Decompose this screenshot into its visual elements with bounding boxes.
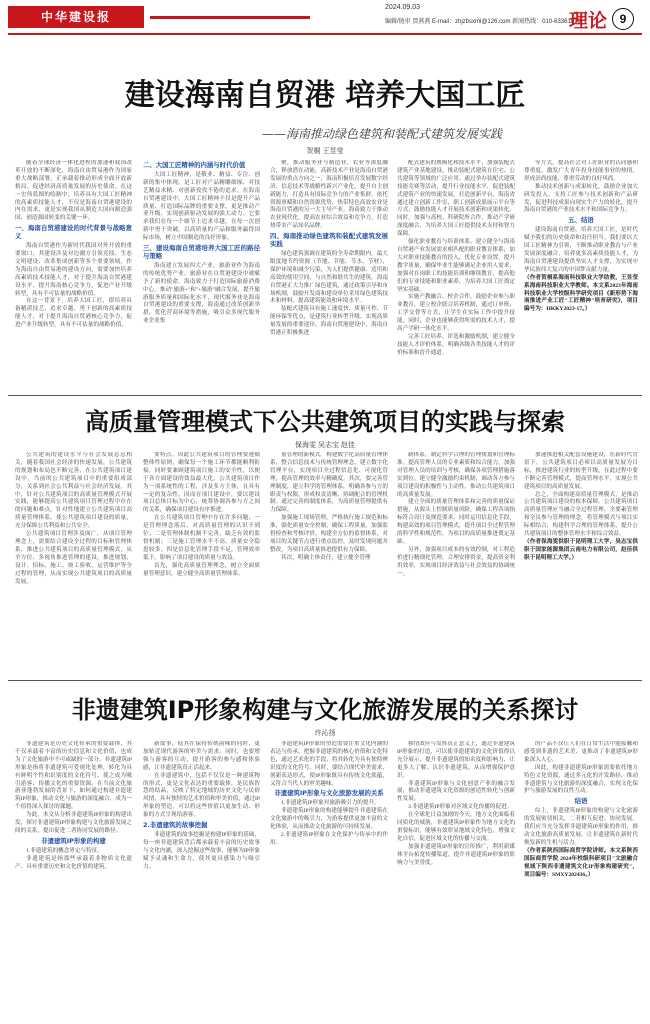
body-paragraph: 实施产教融合、校企合作，鼓励企业参与职业教育，建立校企联合培养机制，通过订单班、工学交替等方式，让学生在实际工作中提升技能，同时，企业也能够获得所需的技术人才，提高产学研一体化水平。	[397, 294, 515, 333]
body-paragraph: 新故事，使其在保持传统韵味的同时，更加贴近现代游客的审美与需求。同时，也要增强与游客的互动，提升游客的参与感和体验感，让非遗建筑真正活起来。	[143, 741, 260, 771]
body-paragraph: 海南建立发展四大产业，旅游业作为海南的传统优势产业，旅游业在自贸港建设中被赋予了新的使命。海南致力于打造国际旅游消费中心，推动"旅游+"和"+旅游"融合发展，提升旅游服务质量和国际化水平，现代服务业是海南自贸港建设的重要支撑，海南通过改革创新举措，优化营商环境等措施，吸引众多现代服务业企业集	[143, 262, 260, 325]
body-paragraph: 在全球化日益加剧的今天，地方文化面临着同质化的威胁，非遗建筑IP形象作为地方文化的重要标识，能够有效彰显地域文化特色，增强文化自信，促进区域文化的传播与交流。	[397, 812, 515, 842]
article1-col5	[524, 160, 638, 390]
body-paragraph: 综上，非遗建筑IP形象的构建与文化旅游的发展密切相关，二者相互促进、协同发展。我们应当充分发挥非遗建筑IP形象的作用，推动文化旅游高质量发展，让非遗建筑在新时代焕发新的生机与活力。	[524, 808, 638, 846]
section-label: 理论	[569, 10, 608, 32]
body-paragraph: 非遗建筑是指那些承载着非物质文化遗产、具有重要历史和文化价值的建筑。	[15, 855, 132, 870]
body-paragraph: 要特点。因此公共建筑项目的管理要遵循整体性原则，确保每一个施工环节都能顺利衔接，同时要兼顾建筑项目施工的安全性，以便于各方面建设的效益最大化。公共建筑项目作为一项系统性的工程，涉及多方主体，且具有一定的复杂性，因而在项目建设中，要以建设项目总体目标为中心，统筹协调各参与方之间的关系，确保项目建设有序推进。	[143, 452, 260, 514]
article2-title: 高质量管理模式下公共建筑项目的实践与探索	[85, 408, 565, 436]
section-heading: 一、海南自贸港建设的时代背景与战略意义	[15, 224, 132, 241]
newspaper-logo: 中华建设报	[8, 6, 144, 28]
article2-author: 保海雯 吴志宝 赵佳	[295, 442, 355, 449]
body-paragraph: 非遗建筑IP形象的塑造需要注重文化内涵的表达与传承，把握非遗建筑的核心价值和文化特色，通过艺术化的手段，将其转化为具有独特辨识度的文化符号。同时，要结合现代审美需求，创新表达形式，使IP形象既具有传统文化底蕴，又符合当代人的审美趣味。	[270, 741, 388, 787]
author-note: （作者贺桐系海南科技职业大学助教，王昱莹系海南科技职业大学教师。本文系2023年海南科技职业大学校级科学研究项目《新形势下海南推进产业工匠"工匠精神"培育研究》，项目编号为：HKKY2023-17。）	[524, 274, 638, 313]
article1-col2	[143, 160, 260, 390]
section-heading: 五、结语	[568, 216, 594, 225]
article3-col3	[270, 741, 388, 1017]
body-paragraph: 量管理的新模式。构建数字化高质量管理体系，整合信息技术与传统管理理念，建立数字化管理平台，实现项目全过程信息化、可视化管理，提高管理的效率与精确度。其次，要完善管理制度，建立科学的管理体系，明确各参与方的职责与权限，形成权责清晰、协调配合的管理机制。通过完善的制度体系，为高质量管理提供有力保障。	[270, 452, 388, 514]
article2-col5	[524, 452, 638, 674]
body-paragraph: 1.非遗建筑IP形象对旅游吸引力的提升。	[281, 800, 380, 807]
body-paragraph: 非遗建筑是历史文化传承的重要载体，其不仅承载着丰富的历史信息和文化价值，也成为了文化旅游中不可或缺的一部分。非遗建筑IP形象是指将非遗建筑可爱视化处理，转化为具有鲜明个性和识别度的文化符号，使之成为吸引游客、传播文化的重要资源。在当前文化旅游业蓬勃发展的背景下，如何通过构建非遗建筑IP形象，推动文化与旅游的深度融合，成为一个值得深入探讨的课题。	[15, 741, 132, 811]
body-paragraph: 推动技术创新与成果转化，鼓励企业加大研发投入，支持工匠参与技术创新和产品研发，促进科技成果向现实生产力的转化，提升海南自贸港的产业技术水平和国际竞争力。	[524, 183, 638, 214]
body-paragraph: 非遗建筑的故事挖掘是构建IP形象的基础，每一座非遗建筑背后都承载着丰富的历史故事与文化内涵，深入挖掘这些故事，能够为IP形象赋予灵魂和生命力，使其更具感染力与吸引力。	[143, 831, 260, 870]
body-paragraph: 因此，构建非遗建筑IP形象需要依托地方特色文化资源，通过多元化的开发路径，推动非遗建筑与文化旅游的深度融合，实现文化保护与旅游发展的良性互动。	[524, 764, 638, 795]
body-paragraph: 大国工匠精神，是敬业、精益、专注、创新的集中体现，是工匠对产品精雕细琢、对技艺精益求精、对创新孜孜不倦的追求。在海南自贸港建设中，大国工匠精神不仅是提升产品质量、打造国际品牌的重要支撑，更是推动产业升级、实现创新驱动发展的强大动力。它要求我们在每一个细节上追求卓越，在每一次创新中勇于突破，以高质量的产品和服务赢得国际市场，树立中国制造的良好形象。	[143, 171, 260, 242]
body-paragraph: 配式建筑的规模化和技术水平，加强装配式建筑产业基地建设，推动装配式建筑在住宅、公共建筑等领域的广泛应用。通过举办装配式建筑技能竞赛等活动，提升行业技能水平，促进装配式建筑产业的快速发展。打造创新平台，海南省通过建立创新工作室，职工创新成果展示平台等方式，鼓励技能人才开展技术创新和成果转化，同时，加强与高校、科研院所合作，推动产学研深度融合，为培养大国工匠提供技术支持和智力保障。	[397, 160, 515, 238]
article1-author: 贺桐 王昱莹	[306, 148, 344, 155]
body-paragraph: 装配式建筑具有施工速度快、质量可控、节能环保等优点，是建筑行业转型升级、实现高质量发展的重要途径。海南自贸港建设中，海南自贸港正积极推进	[270, 306, 388, 337]
article3-col4	[397, 741, 515, 1017]
section-heading: 结语	[574, 797, 588, 806]
body-paragraph: 3.非遗建筑IP形象对区域文化传播的促进。	[408, 804, 513, 811]
body-paragraph: 强化职业教育与培训体系。建立健全与海南自贸港产业发展需求相匹配的职业教育体系，加大对职业技能教育的投入，优化专业设置，提升教学质量，确保毕业生能够满足企业用人需求，加强对在岗职工的技能培训和继续教育，提高他们的专业技能和职业素养，为培养大国工匠奠定坚实基础。	[397, 239, 515, 293]
article-divider-2	[8, 680, 642, 681]
body-paragraph: 首先，强化高质量管理理念，树立全面质量管理意识，建立健全高质量管理体系。	[143, 562, 260, 577]
section-heading: 非遗建筑IP形象与文化旅游发展的关系	[274, 789, 384, 798]
masthead-rule	[150, 16, 310, 19]
body-paragraph: 等方式，提高社会对工匠职业的认同感和尊重度，激发广大青年投身技能事业的热情，形成崇尚技能、尊重劳动的良好风尚。	[524, 160, 638, 182]
body-paragraph: 建立全面的质量管理体系和完善的质量保证措施，从源头上控制质量风险，确保工程各项指标符合设计及规范要求。同时运用信息化手段，构建高效的项目管理模式，提升项目全过程管理的科学性和规范性，为项目的高质量推进奠定基础。	[397, 499, 515, 545]
section-heading: 三、建设海南自贸港培养大国工匠的路径与策略	[143, 244, 260, 260]
section-heading: 非遗建筑IP形象的构建	[41, 836, 106, 845]
article1-col1	[15, 160, 132, 390]
article3-title: 非遗建筑IP形象构建与文化旅游发展的关系探讨	[71, 696, 579, 724]
article1-title: 建设海南自贸港 培养大国工匠	[124, 78, 526, 113]
body-paragraph: 非遗建筑IP形象的构建能够提升非遗建筑在文化旅游中的吸引力，为游客提供更加丰富的文化体验，从而推动文化旅游的可持续发展。	[270, 808, 388, 831]
body-paragraph: 在非遗建筑中，包括不仅仅是一种建筑物的形式，更是文化表达的重要载体，是民族智慧的结晶，反映了特定地域的历史文化与民俗风情，具有独特的艺术价值和审美价值，通过IP形象的塑造，可以将这些价值以更加生动、形象的方式呈现给游客。	[143, 772, 260, 819]
section-heading: 二、大国工匠精神的内涵与时代价值	[143, 161, 246, 169]
body-paragraph: 在公共建筑项目管理中存在许多问题，一是管理理念落后，对高质量管理的认识不到位；二是管理体制机制不完善，缺乏有效的监督机制；三是施工管理水平不高，质量安全隐患较多；四是信息化管理手段不足，管理效率低下，影响了项目建设的质量与效益。	[143, 515, 260, 561]
article3-col5	[524, 741, 638, 1017]
article2-col4	[397, 452, 515, 674]
article3-col1	[15, 741, 132, 1017]
publication-date: 2024.09.03	[385, 4, 421, 11]
body-paragraph: 海南自贸港作为新时代我国对外开放的重要窗口，其建设涉及对边疆方引领竞技、生态文明建设、改革集成创新等多个重要领域。作为海南自由贸易港的建设方向，需要加快培养高素质技术技能人才，对于提升海南自贸港建设水平、提升海南核心竞争力，促进产业升级转型，具有不可估量的战略价值。	[15, 243, 132, 297]
body-paragraph: 绿色建筑强调在建筑的全寿命期限内，最大限度地节约资源（节地、节能、节水、节材），保护环境和减少污染，为人们提供健康、适用和高效的使用空间，与自然和谐共生的建筑。海南自贸港正大力推广绿色建筑，通过政策引导和市场机制，鼓励开发商和建设单位采用绿色建筑技术和材料，提高建筑能效和环境水平。	[270, 250, 388, 305]
section-heading: 四、海南推动绿色建筑和装配式建筑发展实践	[270, 232, 388, 249]
body-paragraph: 总之，全面构建高质量管理模式，是推动公共建筑项目建设的根本保障。公共建筑项目高质量管理应当融合全过程管理、全要素管理和全员参与管理的理念，将管理模式与项目实际相结合，构建科学合理的管理体系，提升公共建筑项目的整体管理水平和综合效益。	[524, 491, 638, 538]
body-paragraph: 2.非遗建筑IP形象在文化保护与传承中的作用。	[270, 831, 388, 846]
article2-col3	[270, 452, 388, 674]
body-paragraph: 制体系。制定科学合理的管理规划和管理标准。提高管理人员的专业素质和综合能力，加强对管理人员的培训与考核，确保各项管理措施落实到位。建立健全激励约束机制，调动各方参与项目建设的积极性与主动性，推动公共建筑项目的高质量发展。	[397, 452, 515, 498]
article3-col2	[143, 741, 260, 1017]
top-rule	[8, 33, 642, 35]
body-paragraph: 其次，明确主体责任，建立健全管理	[281, 554, 371, 561]
body-paragraph: 公共建筑项目管理涉及面广，从项目管理理念上，需要结合建设全过程的目标和管理体系，推进公共建筑项目的高质量管理模式，从全方位、多视角推进管理的建设，推进规划、设计、招标、施工、竣工验收、运营维护等全过程的管理，从而实现公共建筑项目的高质量发展。	[15, 531, 132, 585]
body-paragraph: 随着全球经济一体化进程的加速和我国改革开放的不断深化，海南自由贸易港作为国家重大战略部署，正承载着推动形成全面开放新格局、促进经济高质量发展的历史使命。在这一宏伟蓝图的绘制中，培养具有大国工匠精神的高素质技能人才，不仅是海南自贸港建设的内在需求，更是实现我国从制造大国向制造强国、创造强国转变的关键一环。	[15, 160, 132, 222]
body-paragraph: 建设海南自贸港，培养大国工匠，是时代赋予我们的历史使命和责任担当。我们要以大国工匠精神为引领，不断推动职业教育与产业发展深度融合，培养更多高素质技能人才，为海南自贸港建设提供坚实人才支撑，为实现中华民族伟大复兴的中国梦贡献力量。	[524, 227, 638, 273]
article1-col3	[270, 160, 388, 390]
body-paragraph: 为此，本文从分析非遗建筑IP形象的构建出发，探讨非遗建筑IP形象构建与文化旅游发展之间的关系，提出促进二者协同发展的路径。	[15, 812, 132, 834]
body-paragraph: 公共建筑的建设水平与社会发展息息相关，随着我国社会经济的快速发展，公共建筑的规划和布局也不断完善，在公共建筑项目建设中，当前的公共建筑项目中的重要组成部分，关系到社会公共利益与社会经济发展。其中，针对公共建筑项目的高质量管理模式开展实践，能够提高公共建筑项目管理过程中存在的问题和难点，针对性地建立公共建筑项目高质量管理体系，使公共建筑项目建设的质量，充分保障公共利益和公共安全。	[15, 452, 132, 530]
article2-col1	[15, 452, 132, 674]
body-paragraph: 1.非遗建筑的概念界定与特征。	[26, 847, 103, 854]
body-paragraph: 的产品不仅让人们在日常生活中能接触和感受到非遗的艺术美，更推动了非遗建筑IP形象深入人心。	[524, 741, 638, 763]
body-paragraph: 加强非遗建筑IP形象的宣传推广，利用新媒体平台拓宽传播渠道，提升非遗建筑IP形象的影响力与美誉度。	[397, 843, 515, 866]
body-paragraph: 加速推进相关配套设施建设，在新时代背景下，公共建筑项目必须以高质量发展为目标，推进建筑行业的转型升级，在此过程中要不断完善管理模式，提高管理水平，实现公共建筑项目的高质量发展。	[524, 452, 638, 490]
article3-author: 许沁扬	[314, 730, 336, 737]
article2-col2	[143, 452, 260, 674]
section-heading: 2.非遗建筑的故事挖掘	[143, 821, 208, 830]
body-paragraph: 加强施工现场管理，严格执行施工规范和标准，强化质量安全控制，确保工程质量。加强监督检查和考核评价，构建全方位的监督体系，对项目的关键节点进行重点监控，及时发现问题并整改，为项目高质量推进提供有力保障。	[270, 515, 388, 553]
article-divider	[8, 395, 642, 396]
page-number: 9	[612, 8, 634, 30]
body-paragraph: 移情效应与发挥真正意义上，通过非遗建筑IP形象的打造，可以使非遗建筑的文化价值得以充分展示，提升非遗建筑的知名度和影响力，让更多人了解、认识非遗建筑，从而增强保护意识。	[397, 741, 515, 779]
author-note: （作者系陕西国际商贸学院讲师。本文系陕西国际商贸学院 2024年校级科研项目"文旅融合视域下陕西非遗建筑文化IP形象构建研究"，项目编号：SMXY202436。）	[524, 847, 638, 878]
masthead	[0, 0, 650, 44]
author-note: （作者保海雯供职于昆明理工大学，吴志宝供职于国家能源集团云南电力有限公司，赵佳供职于昆明理工大学。）	[524, 538, 638, 561]
body-paragraph: 非遗建筑IP形象与文化创意产业的融合发展，推动非遗建筑文化资源的创造性转化与创新性发展。	[397, 780, 515, 803]
body-paragraph: 另外，加强项目成本的有效控制，对工程造价进行精细化管理，合理安排资金，提高资金利用效率，实现项目经济效益与社会效益的协调统一。	[397, 546, 515, 577]
body-paragraph: 在这一背景下，培养大国工匠，即培养具备精湛技艺、追求卓越、勇于创新的高素质技能人才，对于提升海南自贸港核心竞争力，促进产业升级转型，具有不可估量的战略价值。	[15, 298, 132, 329]
body-paragraph: 完善工匠培养、评选和激励机制，建立健全技能人才评价体系，明确各级各类技能人才的评价标准和晋升通道。	[397, 333, 515, 356]
article1-subtitle: ——海南推动绿色建筑和装配式建筑发展实践	[262, 127, 503, 141]
editor-contact: 编辑/链审 贾燕燕 E-mail：zhjzbsxml@126.com 新闻热线：010-63361819	[385, 19, 581, 25]
article1-col4	[397, 160, 515, 390]
body-paragraph: 聚，推动服务业与制造业、农业等深度融合，释放潜在动能。高新技术产业是海南自贸港发展的重点方向之一，海南积极培育发展数字经济、信息技术等战略性新兴产业化，提升自主创新能力，打造具有国际竞争力的产业集群。依托资源禀赋和自然资源优势，热带特色高效农业是海南自贸港的另一大主导产业。海南致力于推动农业现代化，提高农业综合效益和竞争力，打造热带农产品知名品牌。	[270, 160, 388, 230]
